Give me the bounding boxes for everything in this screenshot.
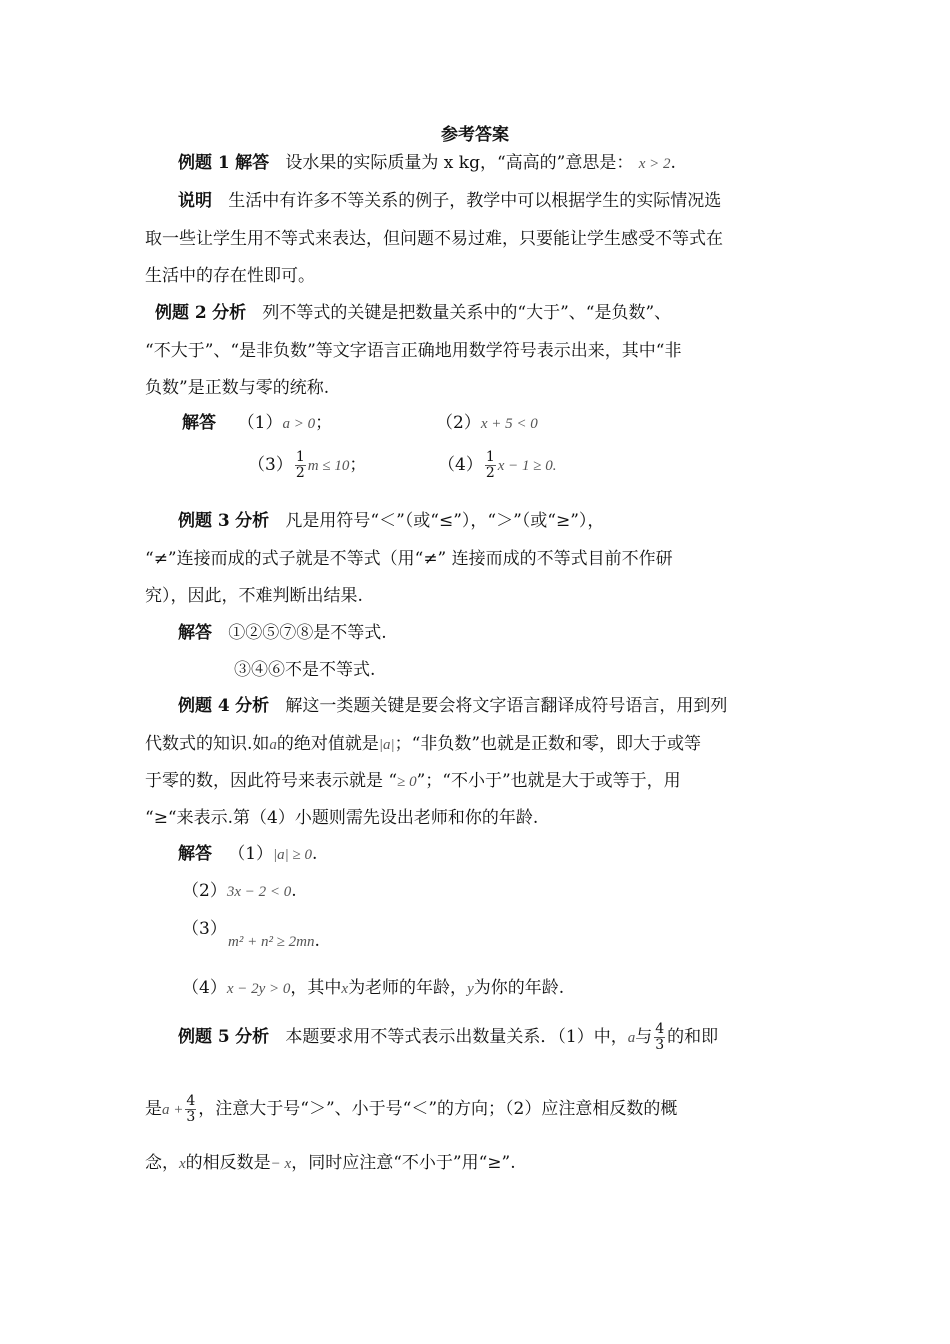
example-4-answer-tag: 解答 bbox=[178, 844, 212, 864]
example-4-label: 例题 4 bbox=[178, 696, 230, 716]
example-4-answer-4 bbox=[182, 977, 847, 1000]
example-3-tag: 分析 bbox=[235, 511, 270, 531]
example-3-line-3: 究），因此，不难判断出结果. bbox=[145, 586, 363, 606]
answer-math: m ≤ 10 bbox=[307, 458, 350, 474]
answer-num: （1） bbox=[228, 844, 274, 864]
example-4-line-4: “≥“来表示.第（4）小题则需先设出老师和你的年龄. bbox=[145, 808, 539, 828]
text: 与 bbox=[635, 1027, 653, 1047]
example-3-answer-tag: 解答 bbox=[178, 623, 212, 643]
answer-num: （1） bbox=[237, 413, 283, 433]
example-1-end: . bbox=[670, 153, 676, 173]
text: ，同时应注意“不小于”用“≥”. bbox=[291, 1153, 516, 1173]
answer-math: x − 2y > 0 bbox=[226, 981, 291, 997]
math-var: x bbox=[341, 981, 349, 997]
example-3-answer-2: ③④⑥不是不等式. bbox=[234, 660, 376, 680]
example-2-tag: 分析 bbox=[212, 303, 247, 323]
math-abs: |a| bbox=[378, 737, 395, 753]
answer-num: （3） bbox=[248, 455, 293, 475]
example-4-answer-3-label: （3） bbox=[182, 919, 227, 939]
example-2-text-1: 列不等式的关键是把数量关系中的“大于”、“是负数”、 bbox=[262, 303, 672, 323]
math: − x bbox=[270, 1156, 292, 1172]
page-title: 参考答案 bbox=[441, 125, 509, 145]
example-2-answer-tag: 解答 bbox=[182, 413, 216, 433]
fraction-numerator: 1 bbox=[295, 449, 305, 465]
note-line-1 bbox=[178, 190, 843, 212]
note-line-2: 取一些让学生用不等式来表达，但问题不易过难，只要能让学生感受不等式在 bbox=[145, 229, 723, 249]
example-4-line-2 bbox=[145, 733, 810, 756]
answer-num: （2） bbox=[182, 881, 227, 901]
example-4-line-3 bbox=[145, 770, 810, 793]
example-4-tag: 分析 bbox=[235, 696, 270, 716]
answer-math: m² + n² ≥ 2mn bbox=[228, 934, 315, 950]
example-4-answer-2 bbox=[182, 880, 847, 903]
answer-math: a > 0 bbox=[282, 416, 316, 432]
example-1-math: x > 2 bbox=[638, 156, 671, 172]
text: 本题要求用不等式表示出数量关系．（1）中， bbox=[285, 1027, 628, 1047]
example-3-label: 例题 3 bbox=[178, 511, 230, 531]
example-5-line-2 bbox=[145, 1094, 810, 1125]
text: ，注意大于号“＞”、小于号“＜”的方向；（2）应注意相反数的概 bbox=[198, 1099, 678, 1119]
note-text-1: 生活中有许多不等关系的例子，教学中可以根据学生的实际情况选 bbox=[228, 191, 722, 211]
note-tag: 说明 bbox=[178, 191, 212, 211]
text: 念， bbox=[145, 1153, 179, 1173]
text: ；“非负数”也就是正数和零，即大于或等 bbox=[394, 734, 702, 754]
text: 的绝对值就是 bbox=[276, 734, 379, 754]
answer-math: x + 5 < 0 bbox=[480, 416, 538, 432]
answer-end: . bbox=[291, 881, 297, 901]
fraction bbox=[485, 450, 496, 481]
answer-math: 3x − 2 < 0 bbox=[226, 884, 292, 900]
example-5-line-3 bbox=[145, 1152, 810, 1175]
example-1-answer bbox=[178, 152, 843, 175]
answer-end: ； bbox=[315, 413, 333, 433]
example-5-line-1 bbox=[178, 1022, 843, 1053]
example-3-line-1 bbox=[178, 510, 843, 532]
example-4-text-1: 解这一类题关键是要会将文字语言翻译成符号语言，用到列 bbox=[285, 696, 728, 716]
answer-math: x − 1 ≥ 0. bbox=[497, 458, 557, 474]
text: 的和即 bbox=[667, 1027, 719, 1047]
fraction-denominator: 3 bbox=[186, 1109, 196, 1125]
text: 为你的年龄. bbox=[473, 978, 565, 998]
note-line-3: 生活中的存在性即可。 bbox=[145, 266, 315, 286]
answer-num: （4） bbox=[438, 455, 483, 475]
example-1-label: 例题 1 bbox=[178, 153, 230, 173]
math-var: y bbox=[467, 981, 474, 997]
math: a + bbox=[162, 1102, 184, 1118]
example-4-answer-3 bbox=[228, 930, 893, 953]
answer-end: . bbox=[312, 844, 318, 864]
fraction-denominator: 3 bbox=[655, 1037, 665, 1053]
answer-end: ； bbox=[349, 455, 367, 475]
fraction bbox=[295, 450, 306, 481]
math-var: a bbox=[269, 737, 277, 753]
example-1-tag: 解答 bbox=[235, 153, 270, 173]
answer-math: |a| ≥ 0 bbox=[273, 847, 313, 863]
math-var: a bbox=[627, 1030, 636, 1046]
fraction-denominator: 2 bbox=[485, 465, 495, 481]
example-3-answer-text-1: ①②⑤⑦⑧是不等式. bbox=[228, 623, 387, 643]
text: 是 bbox=[145, 1099, 162, 1119]
text: 的相反数是 bbox=[185, 1153, 271, 1173]
fraction-numerator: 4 bbox=[186, 1093, 196, 1109]
example-3-text-1: 凡是用符号“＜”（或“≤”），“＞”（或“≥”）， bbox=[285, 511, 605, 531]
answer-end: . bbox=[314, 931, 320, 951]
fraction bbox=[654, 1022, 665, 1053]
example-2-line-1 bbox=[155, 302, 820, 324]
text: 代数式的知识.如 bbox=[145, 734, 270, 754]
example-2-answer-2 bbox=[436, 412, 950, 435]
fraction-denominator: 2 bbox=[295, 465, 305, 481]
fraction-numerator: 4 bbox=[655, 1021, 665, 1037]
example-5-tag: 分析 bbox=[235, 1027, 270, 1047]
example-3-answer-1 bbox=[178, 622, 843, 644]
example-4-answer-1 bbox=[178, 843, 843, 866]
text: 为老师的年龄， bbox=[348, 978, 468, 998]
example-2-answer-4 bbox=[438, 450, 950, 481]
text: ”；“不小于”也就是大于或等于，用 bbox=[416, 771, 681, 791]
text: 于零的数，因此符号来表示就是 “ bbox=[145, 771, 398, 791]
example-2-line-3: 负数”是正数与零的统称. bbox=[145, 378, 330, 398]
math: ≥ 0 bbox=[397, 774, 417, 790]
example-5-label: 例题 5 bbox=[178, 1027, 230, 1047]
text: ，其中 bbox=[290, 978, 342, 998]
math-var: x bbox=[179, 1156, 186, 1172]
answer-num: （4） bbox=[182, 978, 227, 998]
example-1-text: 设水果的实际质量为 x kg，“高高的”意思是： bbox=[285, 153, 634, 173]
example-4-line-1 bbox=[178, 695, 843, 717]
answer-num: （2） bbox=[436, 413, 481, 433]
example-2-label: 例题 2 bbox=[155, 303, 207, 323]
fraction-numerator: 1 bbox=[485, 449, 495, 465]
fraction bbox=[185, 1094, 196, 1125]
example-3-line-2: “≠”连接而成的式子就是不等式（用“≠” 连接而成的不等式目前不作研 bbox=[145, 549, 673, 569]
example-2-line-2: “不大于”、“是非负数”等文字语言正确地用数学符号表示出来，其中“非 bbox=[145, 341, 682, 361]
